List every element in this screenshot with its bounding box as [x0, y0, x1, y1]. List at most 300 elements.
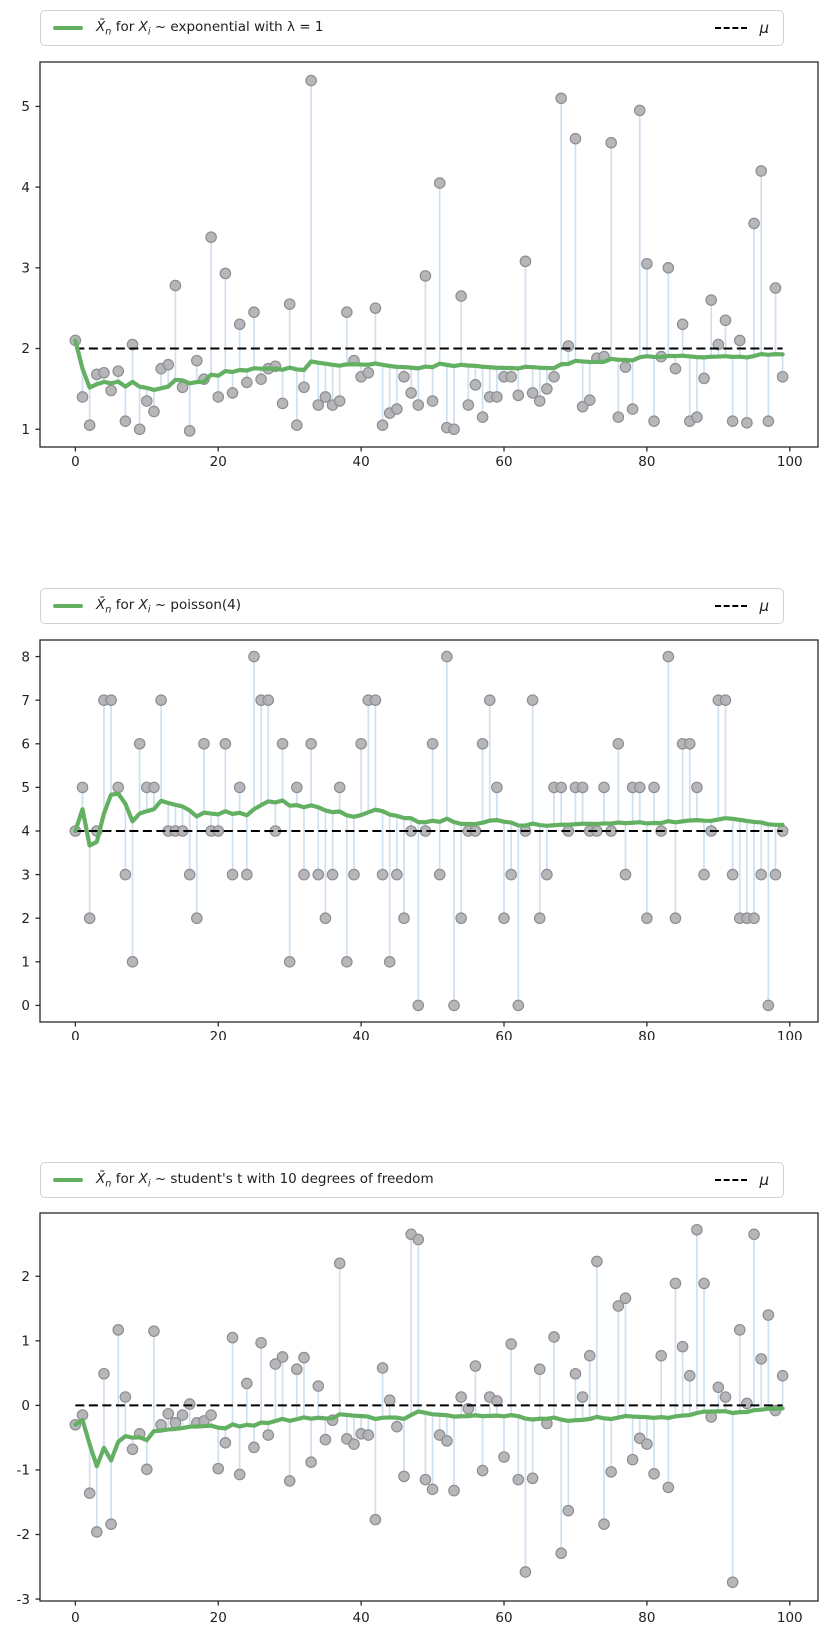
observation-dot [627, 404, 637, 414]
observation-dot [292, 782, 302, 792]
observation-dot [77, 392, 87, 402]
observation-dot [84, 1488, 94, 1498]
observation-dot [370, 695, 380, 705]
observation-dot [234, 319, 244, 329]
y-tick-label: 3 [21, 867, 30, 884]
observation-dot [342, 307, 352, 317]
plot-poisson [0, 620, 825, 1040]
observation-dot [277, 398, 287, 408]
observation-dot [442, 651, 452, 661]
observation-dot [756, 869, 766, 879]
observation-dot [527, 1473, 537, 1483]
observation-dot [585, 1350, 595, 1360]
observation-dot [606, 138, 616, 148]
observation-dot [499, 913, 509, 923]
observation-dot [727, 869, 737, 879]
observation-dot [449, 1000, 459, 1010]
observation-dot [620, 1293, 630, 1303]
legend-box-poisson [40, 588, 784, 624]
series-var-sub: i [147, 26, 151, 38]
observation-dot [106, 1519, 116, 1529]
observation-dot [577, 1392, 587, 1402]
observation-dot [206, 232, 216, 242]
observation-dot [427, 1484, 437, 1494]
observation-dot [613, 739, 623, 749]
mu-label: μ [759, 597, 769, 615]
observation-dot [242, 377, 252, 387]
observation-dot [642, 1439, 652, 1449]
observation-dot [442, 1436, 452, 1446]
observation-dot [370, 1514, 380, 1524]
y-tick-label: 7 [21, 692, 30, 709]
observation-dot [192, 913, 202, 923]
legend-box-student [40, 1162, 784, 1198]
observation-dot [777, 1370, 787, 1380]
observation-dot [435, 869, 445, 879]
observation-dot [613, 412, 623, 422]
observation-dot [149, 406, 159, 416]
observation-dot [742, 1398, 752, 1408]
observation-dot [134, 424, 144, 434]
observation-dot [649, 782, 659, 792]
observation-dot [184, 426, 194, 436]
observation-dot [320, 913, 330, 923]
observation-dot [656, 1350, 666, 1360]
observation-dot [692, 782, 702, 792]
observation-dot [449, 424, 459, 434]
y-tick-label: 0 [21, 998, 30, 1015]
observation-dot [470, 380, 480, 390]
observation-dot [156, 695, 166, 705]
x-tick-label: 80 [638, 1610, 656, 1626]
y-tick-label: -1 [16, 1462, 30, 1479]
series-line-swatch-icon [53, 1178, 83, 1182]
observation-dot [170, 280, 180, 290]
series-var: X [138, 1170, 148, 1187]
observation-dot [727, 416, 737, 426]
observation-dot [127, 957, 137, 967]
observation-dot [635, 105, 645, 115]
observation-dot [299, 382, 309, 392]
observation-dot [427, 396, 437, 406]
observation-dot [113, 782, 123, 792]
observation-dot [492, 782, 502, 792]
observation-dot [292, 420, 302, 430]
series-label [96, 597, 241, 616]
observation-dot [620, 869, 630, 879]
observation-dot [113, 366, 123, 376]
observation-dot [456, 913, 466, 923]
observation-dot [249, 307, 259, 317]
observation-dot [127, 1444, 137, 1454]
observation-dot [284, 1476, 294, 1486]
series-line-swatch-icon [53, 26, 83, 30]
x-tick-label: 40 [352, 454, 370, 470]
observation-dot [377, 420, 387, 430]
observation-dot [392, 1421, 402, 1431]
observation-dot [356, 739, 366, 749]
observation-dot [556, 93, 566, 103]
observation-dot [556, 1548, 566, 1558]
observation-dot [692, 412, 702, 422]
observation-dot [749, 913, 759, 923]
observation-dot [535, 1364, 545, 1374]
x-tick-label: 20 [209, 1610, 227, 1626]
series-tail-text: ~ poisson(4) [150, 596, 242, 613]
observation-dot [427, 739, 437, 749]
observation-dot [506, 869, 516, 879]
observation-dot [84, 913, 94, 923]
axes-box [40, 1213, 818, 1601]
y-tick-label: 1 [21, 954, 30, 971]
observation-dot [756, 1354, 766, 1364]
observation-dot [735, 335, 745, 345]
observation-dot [84, 420, 94, 430]
observation-dot [263, 695, 273, 705]
observation-dot [720, 315, 730, 325]
observation-dot [770, 869, 780, 879]
series-xbar-sub: n [105, 26, 112, 38]
observation-dot [363, 368, 373, 378]
y-tick-label: -2 [16, 1527, 30, 1544]
observation-dot [527, 695, 537, 705]
observation-dot [699, 373, 709, 383]
series-xbar-sub: n [105, 1178, 112, 1190]
observation-dot [120, 869, 130, 879]
observation-dot [149, 1326, 159, 1336]
observation-dot [249, 1442, 259, 1452]
observation-dot [163, 359, 173, 369]
series-mid-text: for [111, 1170, 139, 1187]
observation-dot [306, 1457, 316, 1467]
y-tick-label: 2 [21, 910, 30, 927]
observation-dot [456, 1392, 466, 1402]
x-tick-label: 20 [209, 1029, 227, 1040]
observation-dot [520, 256, 530, 266]
observation-dot [513, 1474, 523, 1484]
series-mid-text: for [111, 596, 139, 613]
x-axis [71, 1601, 803, 1626]
y-tick-label: 6 [21, 736, 30, 753]
observation-dot [699, 869, 709, 879]
observation-dot [477, 1465, 487, 1475]
x-tick-label: 0 [71, 454, 80, 470]
observation-dot [327, 869, 337, 879]
y-axis [21, 649, 40, 1014]
series-xbar: X̄ [96, 596, 106, 613]
observation-dot [692, 1225, 702, 1235]
plot-exponential [0, 55, 825, 475]
x-tick-label: 100 [776, 1029, 803, 1040]
observation-dot [299, 1352, 309, 1362]
observation-dot [713, 1382, 723, 1392]
observation-dot [663, 651, 673, 661]
observation-dot [606, 1467, 616, 1477]
observation-dot [635, 782, 645, 792]
observation-dot [413, 400, 423, 410]
series-label [96, 1171, 434, 1190]
observation-dot [363, 1430, 373, 1440]
observation-dot [577, 782, 587, 792]
x-tick-label: 40 [352, 1029, 370, 1040]
observation-dot [477, 412, 487, 422]
observation-dot [227, 1332, 237, 1342]
observation-dot [449, 1485, 459, 1495]
y-tick-label: -3 [16, 1591, 30, 1608]
x-tick-label: 20 [209, 454, 227, 470]
series-var: X [138, 18, 148, 35]
observation-dot [685, 739, 695, 749]
observation-dot [306, 75, 316, 85]
observation-dot [720, 695, 730, 705]
observation-dot [370, 303, 380, 313]
observation-dot [277, 739, 287, 749]
observation-dot [506, 1339, 516, 1349]
observation-dot [749, 1229, 759, 1239]
series-var: X [138, 596, 148, 613]
mu-dash-swatch-icon [715, 27, 747, 29]
series-xbar: X̄ [96, 18, 106, 35]
observation-dot [313, 1381, 323, 1391]
mu-label: μ [759, 1171, 769, 1189]
observation-dot [620, 362, 630, 372]
x-tick-label: 100 [776, 454, 803, 470]
observation-dot [256, 1338, 266, 1348]
observation-dot [249, 651, 259, 661]
observation-dot [585, 395, 595, 405]
observation-dot [406, 388, 416, 398]
observation-dot [420, 1474, 430, 1484]
observation-dot [242, 869, 252, 879]
observation-dot [735, 1325, 745, 1335]
observation-dot [485, 695, 495, 705]
observation-dot [592, 1256, 602, 1266]
observation-dot [149, 782, 159, 792]
observation-dot [313, 869, 323, 879]
observation-dot [227, 388, 237, 398]
observation-dot [506, 372, 516, 382]
observation-dot [392, 404, 402, 414]
mu-label: μ [759, 19, 769, 37]
observation-dot [334, 782, 344, 792]
observation-dot [570, 1369, 580, 1379]
observation-dot [163, 1409, 173, 1419]
observation-dot [463, 400, 473, 410]
observation-dot [299, 869, 309, 879]
observation-dot [142, 1464, 152, 1474]
observation-dot [242, 1378, 252, 1388]
observation-dot [756, 166, 766, 176]
observation-dot [706, 295, 716, 305]
observation-dot [213, 1463, 223, 1473]
observation-dot [92, 1527, 102, 1537]
series-var-sub: i [147, 604, 151, 616]
observation-dot [549, 372, 559, 382]
observation-dot [192, 355, 202, 365]
observation-dot [513, 390, 523, 400]
observation-dot [413, 1000, 423, 1010]
observation-dot [199, 739, 209, 749]
observation-dot [642, 913, 652, 923]
y-tick-label: 2 [21, 341, 30, 358]
observation-dot [220, 268, 230, 278]
observation-dot [77, 782, 87, 792]
observation-dot [763, 416, 773, 426]
observation-dot [477, 739, 487, 749]
observation-dot [763, 1000, 773, 1010]
y-axis [17, 1269, 40, 1608]
observation-dot [227, 869, 237, 879]
observation-dot [342, 957, 352, 967]
observation-dot [513, 1000, 523, 1010]
observation-dot [677, 319, 687, 329]
observation-dot [599, 1519, 609, 1529]
y-tick-label: 4 [21, 823, 30, 840]
observation-dot [334, 1258, 344, 1268]
observation-dot [392, 869, 402, 879]
observation-dot [699, 1278, 709, 1288]
series-label [96, 19, 324, 38]
y-tick-label: 3 [21, 260, 30, 277]
plot-student [0, 1195, 825, 1635]
mu-dash-swatch-icon [715, 1179, 747, 1181]
y-tick-label: 5 [21, 99, 30, 116]
observation-dot [320, 1434, 330, 1444]
observation-dot [99, 1369, 109, 1379]
observation-dot [492, 392, 502, 402]
observation-dot [263, 1430, 273, 1440]
x-tick-label: 60 [495, 454, 513, 470]
observation-dot [206, 1410, 216, 1420]
observation-dot [563, 1505, 573, 1515]
series-xbar: X̄ [96, 1170, 106, 1187]
observation-dot [599, 782, 609, 792]
x-tick-label: 80 [638, 454, 656, 470]
observation-dot [385, 957, 395, 967]
observation-dot [213, 392, 223, 402]
observation-dot [470, 1361, 480, 1371]
observation-dot [292, 1364, 302, 1374]
observation-dot [549, 1332, 559, 1342]
observation-dot [334, 396, 344, 406]
observation-dot [234, 782, 244, 792]
series-var-sub: i [147, 1178, 151, 1190]
observation-dot [256, 374, 266, 384]
x-tick-label: 40 [352, 1610, 370, 1626]
series-tail-text: ~ student's t with 10 degrees of freedom [150, 1170, 434, 1187]
y-tick-label: 4 [21, 179, 30, 196]
observation-dot [134, 739, 144, 749]
x-axis [71, 447, 803, 470]
observation-dot [142, 396, 152, 406]
observation-dot [377, 1363, 387, 1373]
observation-dot [120, 416, 130, 426]
observation-dot [420, 271, 430, 281]
observation-dot [413, 1234, 423, 1244]
observation-dot [663, 1482, 673, 1492]
series-xbar-sub: n [105, 604, 112, 616]
x-tick-label: 100 [776, 1610, 803, 1626]
series-line-swatch-icon [53, 604, 83, 608]
x-axis [71, 1022, 803, 1040]
y-tick-label: 1 [21, 1333, 30, 1350]
y-tick-label: 0 [21, 1398, 30, 1415]
observation-dot [120, 1392, 130, 1402]
y-axis [21, 99, 40, 438]
observation-dot [399, 1471, 409, 1481]
observation-dot [763, 1310, 773, 1320]
observation-dot [677, 1341, 687, 1351]
observation-dot [377, 869, 387, 879]
observation-dot [542, 384, 552, 394]
observation-dot [542, 869, 552, 879]
observation-dot [306, 739, 316, 749]
observation-dot [670, 913, 680, 923]
observation-dot [570, 133, 580, 143]
observation-dot [277, 1352, 287, 1362]
observation-dot [670, 364, 680, 374]
observation-dot [685, 1370, 695, 1380]
legend-box-exponential [40, 10, 784, 46]
y-tick-label: 1 [21, 421, 30, 438]
observation-dot [742, 418, 752, 428]
observation-dot [177, 1410, 187, 1420]
observation-dot [234, 1469, 244, 1479]
observation-dot [535, 913, 545, 923]
observation-dot [663, 263, 673, 273]
observation-dot [284, 299, 294, 309]
x-tick-label: 0 [71, 1610, 80, 1626]
observation-dot [113, 1325, 123, 1335]
observation-dot [642, 259, 652, 269]
observation-dot [184, 869, 194, 879]
running-mean-line [75, 794, 782, 846]
observation-dot [349, 1439, 359, 1449]
observation-dot [106, 695, 116, 705]
observation-dot [777, 372, 787, 382]
observation-dot [770, 283, 780, 293]
observation-dot [749, 218, 759, 228]
x-tick-label: 60 [495, 1610, 513, 1626]
y-tick-label: 5 [21, 780, 30, 797]
observation-dot [627, 1454, 637, 1464]
observation-dot [649, 416, 659, 426]
observation-dot [520, 1567, 530, 1577]
observation-dot [456, 291, 466, 301]
mu-dash-swatch-icon [715, 605, 747, 607]
observation-dot [499, 1452, 509, 1462]
observation-dot [106, 385, 116, 395]
observation-dot [535, 396, 545, 406]
observation-dot [385, 1395, 395, 1405]
observation-dot [556, 782, 566, 792]
observation-dot [349, 869, 359, 879]
observation-dot [435, 178, 445, 188]
observation-dot [399, 913, 409, 923]
x-tick-label: 0 [71, 1029, 80, 1040]
x-tick-label: 80 [638, 1029, 656, 1040]
observation-dot [563, 341, 573, 351]
y-tick-label: 8 [21, 649, 30, 666]
observation-dot [720, 1392, 730, 1402]
series-tail-text: ~ exponential with λ = 1 [150, 18, 324, 35]
observation-dot [727, 1577, 737, 1587]
observation-dot [399, 372, 409, 382]
observation-dot [220, 1438, 230, 1448]
series-mid-text: for [111, 18, 139, 35]
observation-dot [284, 957, 294, 967]
y-tick-label: 2 [21, 1268, 30, 1285]
